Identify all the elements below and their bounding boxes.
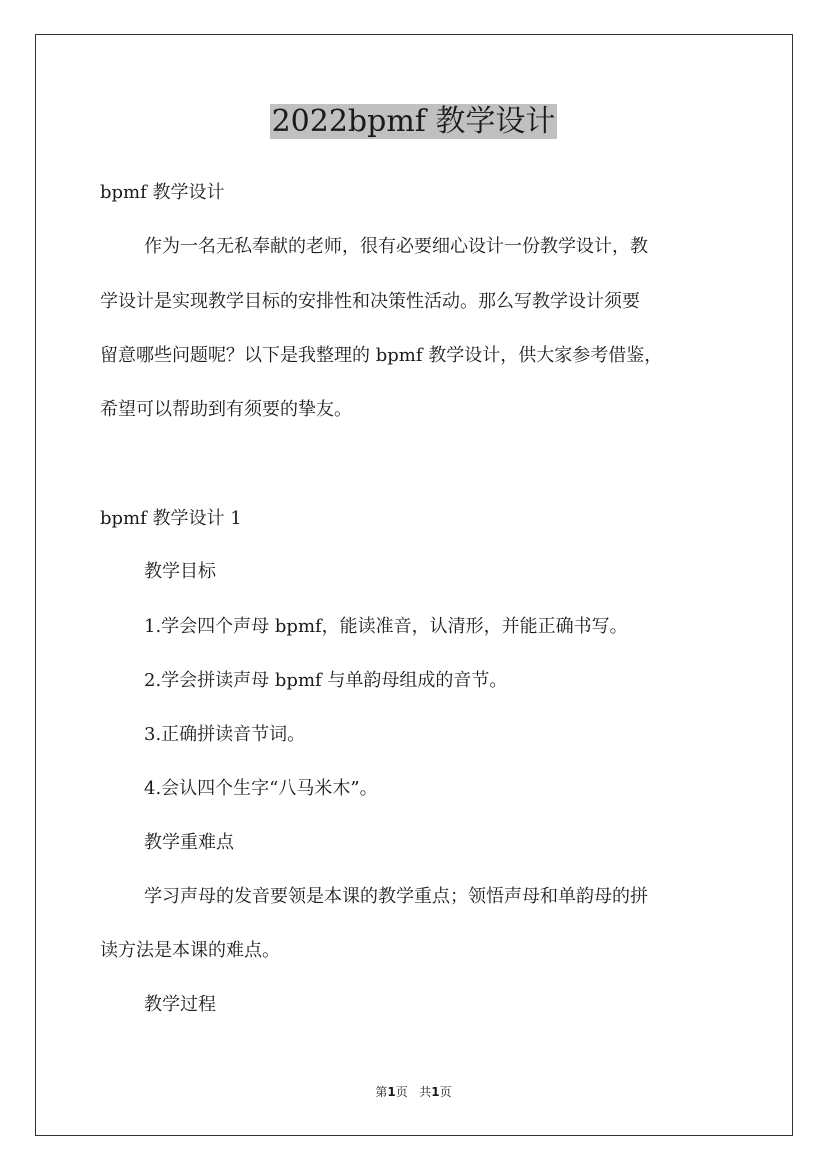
- document-subtitle: bpmf 教学设计: [100, 182, 225, 203]
- objectives-heading: 教学目标: [144, 561, 216, 582]
- intro-line-3: 留意哪些问题呢？以下是我整理的 bpmf 教学设计，供大家参考借鉴，: [100, 345, 663, 366]
- intro-line-1: 作为一名无私奉献的老师，很有必要细心设计一份教学设计，教: [144, 236, 648, 257]
- key-points-line-2: 读方法是本课的难点。: [100, 940, 280, 961]
- key-points-heading: 教学重难点: [144, 832, 234, 853]
- document-title: [0, 102, 827, 142]
- process-heading: 教学过程: [144, 994, 216, 1015]
- footer-page-prefix: 第: [375, 1085, 388, 1099]
- page-footer: [0, 1084, 827, 1100]
- section-heading: bpmf 教学设计 1: [100, 508, 242, 529]
- footer-total-prefix: 共: [419, 1085, 432, 1099]
- objective-item-1: 1.学会四个声母 bpmf，能读准音，认清形，并能正确书写。: [144, 616, 628, 637]
- intro-line-2: 学设计是实现教学目标的安排性和决策性活动。那么写教学设计须要: [100, 291, 640, 312]
- footer-page-suffix: 页: [395, 1085, 408, 1099]
- objective-item-4: 4.会认四个生字“八马米木”。: [144, 778, 378, 799]
- footer-total-suffix: 页: [439, 1085, 452, 1099]
- key-points-line-1: 学习声母的发音要领是本课的教学重点；领悟声母和单韵母的拼: [144, 886, 648, 907]
- objective-item-3: 3.正确拼读音节词。: [144, 724, 306, 745]
- footer-page-number: 1: [387, 1085, 396, 1099]
- objective-item-2: 2.学会拼读声母 bpmf 与单韵母组成的音节。: [144, 670, 508, 691]
- footer-total-number: 1: [431, 1085, 440, 1099]
- intro-line-4: 希望可以帮助到有须要的挚友。: [100, 399, 352, 420]
- document-title-text: 2022bpmf 教学设计: [271, 104, 556, 139]
